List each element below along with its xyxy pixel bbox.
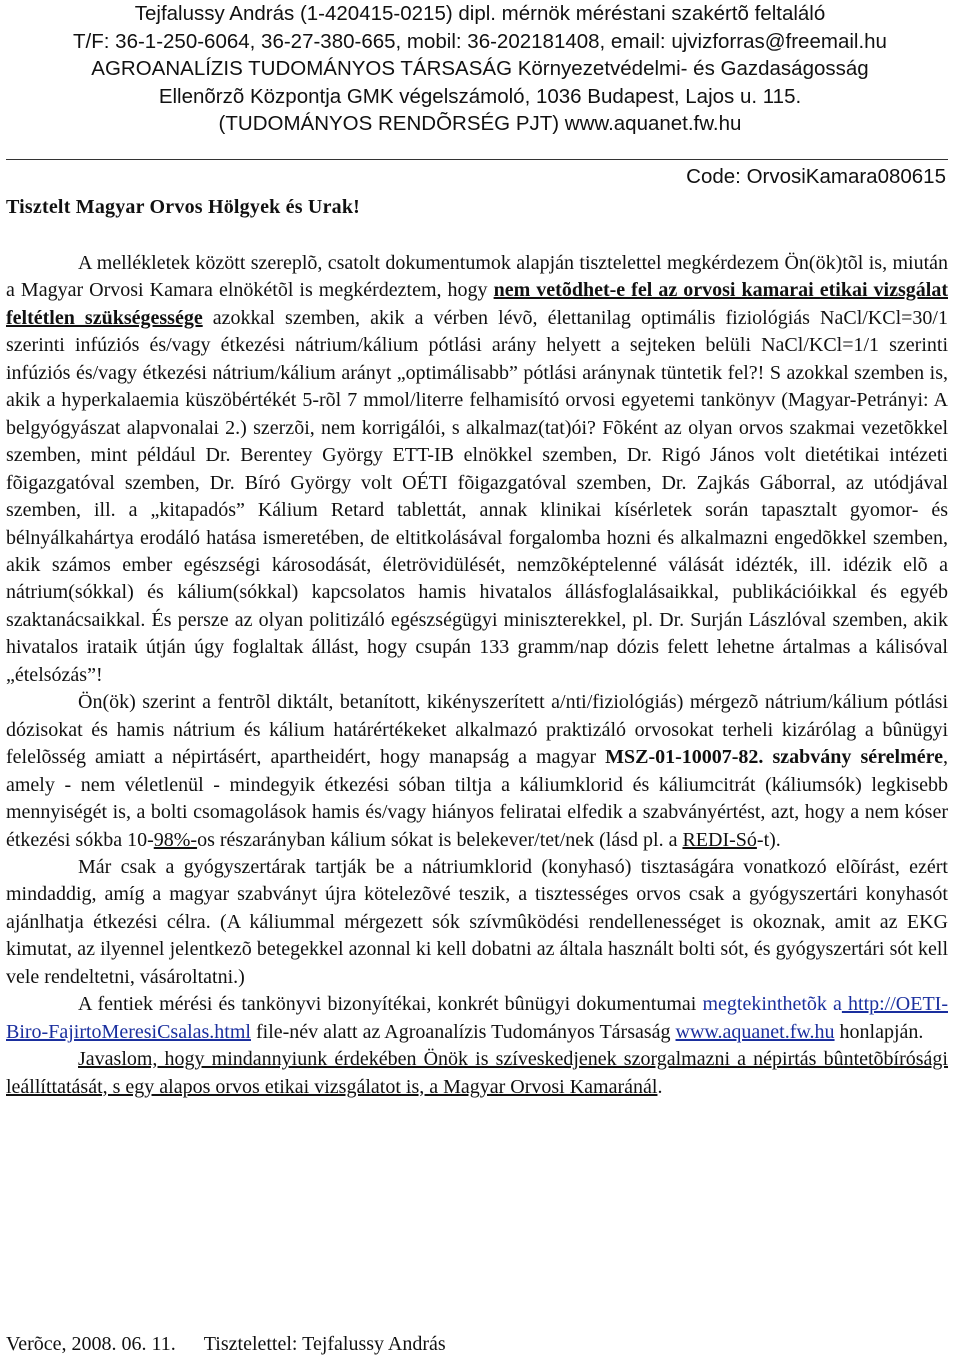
place-date: Verõce, 2008. 06. 11. (6, 1333, 176, 1355)
letterhead-line-society: AGROANALÍZIS TUDOMÁNYOS TÁRSASÁG Környezetvédelmi- és Gazdaságosság (91, 57, 869, 81)
oeti-document-link[interactable]: http://OETI-Biro-FajirtoMeresiCsalas.html (6, 993, 948, 1043)
paragraph-4: A fentiek mérési és tankönyvi bizonyítékai, konkrét bûnügyi dokumentumai megtekinthetõk a http://OETI-Biro-FajirtoMeresiCsalas.html file-név alatt az Agroanalízis Tudományos Társaság www.aquanet.fw.hu honlapján. (6, 993, 948, 1043)
paragraph-1: A mellékletek között szereplõ, csatolt dokumentumok alapján tisztelettel megkérdezem Ön(ök)tõl is, miután a Magyar Orvosi Kamara elnökétõl is megkérdeztem, hogy nem vetõdhet-e fel az orvosi kamarai etikai vizsgálat feltétlen szükségessége azokkal szemben, akik a vérben lévõ, élettanilag optimális fiziológiás NaCl/KCl=30/1 szerinti infúziós és/vagy étkezési nátrium/kálium pótlási arány helyett a sejteken belüli NaCl/KCl=1/1 szerinti infúziós és/vagy étkezési nátrium/kálium arányt „optimálisabb” pótlási aránynak tüntetik fel?! S azokkal szemben is, akik a hyperkalaemia küszöbértékét 5-rõl 7 mmol/literre felhamisító orvosi egyetemi tankönyv (Magyar-Petrányi: A belgyógyászat alapvonalai 2.) szerzõi, nem korrigálói, s alkalmaz(tat)ói? Fõként az olyan orvos szakmai vezetõkkel szemben, mint például Dr. Berentey György ETT-IB elnökkel szemben, Dr. Rigó János volt dietétikai intézeti fõigazgatóval szemben, Dr. Bíró György volt OÉTI fõigazgatóval szemben, Dr. Zajkás Gáborral, az utódjával szemben, ill. a „kitapadós” Kálium Retard tablettát, annak klinikai kísérletek során tapasztalt gyomor- és bélnyálkahártya erodáló hatása ismeretében, de eltitkolásával forgalomba hozni és alkalmazni engedõkkel szemben, akik számos ember egészségi károsodását, életrövidülését, nemzõképtelenné válását idézték, ill. idézik elõ a nátrium(sókkal) és kálium(sókkal) kapcsolatos hamis hivatalos állásfoglalásaikkal, publikációikkal és egyéb szaktanácsaikkal. És persze az olyan politizáló egészségügyi miniszterekkel, pl. Dr. Surján Lászlóval szemben, akik hivatalos irataik útján úgy foglaltak állást, hogy csupán 133 gramm/nap dózis felett lehetne ártalmas a kálisóval „ételsózás”! (6, 252, 948, 686)
letterhead-line-website: (TUDOMÁNYOS RENDÕRSÉG PJT) www.aquanet.fw.hu (218, 112, 742, 136)
paragraph-2: Ön(ök) szerint a fentrõl diktált, betanított, kikényszerített a/nti/fiziológiás) mérgezõ nátrium/kálium pótlási dózisokat és hamis nátrium és kálium határértékeket alkalmazó praktizáló orvosokat terheli kizárólag a bûnügyi felelõsség amiatt a népirtásért, apartheidért, hogy manapság a magyar MSZ-01-10007-82. szabvány sérelmére, amely - nem véletlenül - mindegyik étkezési sóban tiltja a káliumklorid és káliumcitrát (káliumsók) legkisebb mennyiségét is, a bolti csomagolások hamis és/vagy hiányos feliratai elfedik a szabványértést, azt, hogy a nem kóser étkezési sókba 10-98%-os részarányban kálium sókat is belekever/tet/nek (lásd pl. a REDI-Só-t). (6, 691, 948, 851)
website-link[interactable]: www.aquanet.fw.hu (675, 1020, 835, 1043)
document-code: Code: OrvosiKamara080615 (686, 165, 946, 188)
emphasis-standard: MSZ-01-10007-82. szabvány sérelmére (605, 746, 943, 769)
salutation: Tisztelt Magyar Orvos Hölgyek és Urak! (6, 196, 361, 218)
emphasis-ethics-question: nem vetõdhet-e fel az orvosi kamarai etikai vizsgálat feltétlen szükségessége (6, 279, 948, 329)
proposal-text: Javaslom, hogy mindannyiunk érdekében Önök is szíveskedjenek szorgalmazni a népirtás bûntetõbírósági leállíttatását, s egy alapos orvos etikai vizsgálatot is, a Magyar Orvosi Kamaránál (6, 1048, 948, 1098)
header-divider (6, 159, 948, 160)
signature: Tisztelettel: Tejfalussy András (203, 1333, 446, 1355)
signature-line (6, 1333, 446, 1356)
redi-so-link[interactable]: REDI-Só (682, 828, 757, 851)
paragraph-3: Már csak a gyógyszertárak tartják be a nátriumklorid (konyhasó) tisztaságára vonatkozó elõírást, ezért mindaddig, amíg a magyar szabványt újra kötelezõvé teszik, a tisztességes orvos csak a gyógyszertári konyhasót ajánlhatja étkezési célra. (A káliummal mérgezett sók szívmûködési rendellenességet is okoznak, amit az EKG kimutat, az ilyennel jelentkezõ betegekkel azonnal ki kell dobatni az általa használt bolti sót, és gyógyszertári sót kell vele rendeltetni, vásároltatni.) (6, 855, 948, 988)
letterhead-line-address: Ellenõrzõ Központja GMK végelszámoló, 1036 Budapest, Lajos u. 115. (158, 84, 802, 108)
letter-body (6, 250, 948, 1101)
letterhead-line-author: Tejfalussy András (1-420415-0215) dipl. mérnök méréstani szakértõ feltaláló (134, 2, 826, 25)
letterhead-line-contact: T/F: 36-1-250-6064, 36-27-380-665, mobil: 36-202181408, email: ujvizforras@freemail.hu (73, 29, 887, 53)
letterhead (0, 0, 960, 138)
percentage-link[interactable]: 98%- (153, 828, 198, 851)
paragraph-5: Javaslom, hogy mindannyiunk érdekében Önök is szíveskedjenek szorgalmazni a népirtás bûntetõbírósági leállíttatását, s egy alapos orvos etikai vizsgálatot is, a Magyar Orvosi Kamaránál. (6, 1048, 948, 1098)
